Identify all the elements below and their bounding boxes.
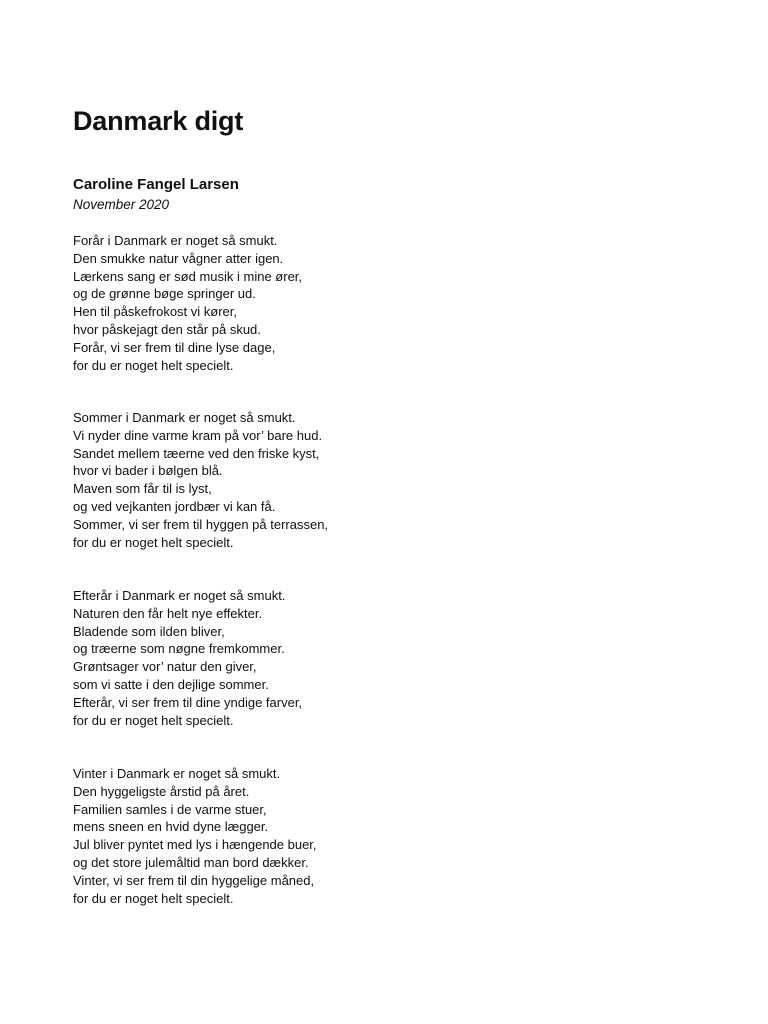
poem-line: Den hyggeligste årstid på året.: [73, 783, 250, 799]
poem-line: Naturen den får helt nye effekter.: [73, 605, 263, 621]
poem-line: Hen til påskefrokost vi kører,: [73, 304, 237, 320]
poem-line: Den smukke natur vågner atter igen.: [73, 250, 284, 266]
poem-line: Sommer i Danmark er noget så smukt.: [73, 410, 296, 425]
publication-date: November 2020: [73, 197, 170, 212]
poem-line: og det store julemåltid man bord dækker.: [73, 854, 309, 870]
poem-line: for du er noget helt specielt.: [73, 712, 234, 728]
poem-line: Forår, vi ser frem til dine lyse dage,: [73, 339, 276, 355]
poem-line: hvor påskejagt den står på skud.: [73, 321, 261, 337]
poem-line: Vi nyder dine varme kram på vor’ bare hud.: [73, 427, 323, 443]
poem-line: Vinter, vi ser frem til din hyggelige måned,: [73, 872, 315, 888]
poem-line: Forår i Danmark er noget så smukt.: [73, 233, 278, 248]
poem-line: og træerne som nøgne fremkommer.: [73, 641, 285, 657]
stanza-winter: [73, 765, 317, 907]
stanza-autumn: [73, 587, 302, 729]
poem-line: som vi satte i den dejlige sommer.: [73, 676, 269, 692]
poem-line: Vinter i Danmark er noget så smukt.: [73, 766, 281, 781]
stanza-summer: [73, 409, 328, 551]
poem-line: for du er noget helt specielt.: [73, 357, 234, 373]
document-title: Danmark digt: [73, 106, 244, 136]
author-name: Caroline Fangel Larsen: [73, 176, 239, 193]
poem-line: Lærkens sang er sød musik i mine ører,: [73, 268, 303, 284]
poem-line: Sandet mellem tæerne ved den friske kyst,: [73, 445, 320, 461]
poem-line: Familien samles i de varme stuer,: [73, 801, 267, 817]
poem-line: hvor vi bader i bølgen blå.: [73, 463, 223, 479]
poem-line: Bladende som ilden bliver,: [73, 623, 225, 639]
poem-line: Maven som får til is lyst,: [73, 481, 212, 497]
poem-line: og ved vejkanten jordbær vi kan få.: [73, 498, 276, 514]
poem-line: mens sneen en hvid dyne lægger.: [73, 819, 269, 835]
poem-line: Jul bliver pyntet med lys i hængende buer,: [73, 837, 317, 853]
poem-line: for du er noget helt specielt.: [73, 890, 234, 906]
stanza-spring: [73, 232, 302, 374]
poem-line: for du er noget helt specielt.: [73, 534, 234, 550]
poem-line: Efterår i Danmark er noget så smukt.: [73, 588, 286, 603]
poem-line: Sommer, vi ser frem til hyggen på terrassen,: [73, 516, 329, 532]
poem-line: Efterår, vi ser frem til dine yndige farver,: [73, 694, 303, 710]
poem-line: og de grønne bøge springer ud.: [73, 286, 256, 302]
poem-line: Grøntsager vor’ natur den giver,: [73, 659, 257, 675]
